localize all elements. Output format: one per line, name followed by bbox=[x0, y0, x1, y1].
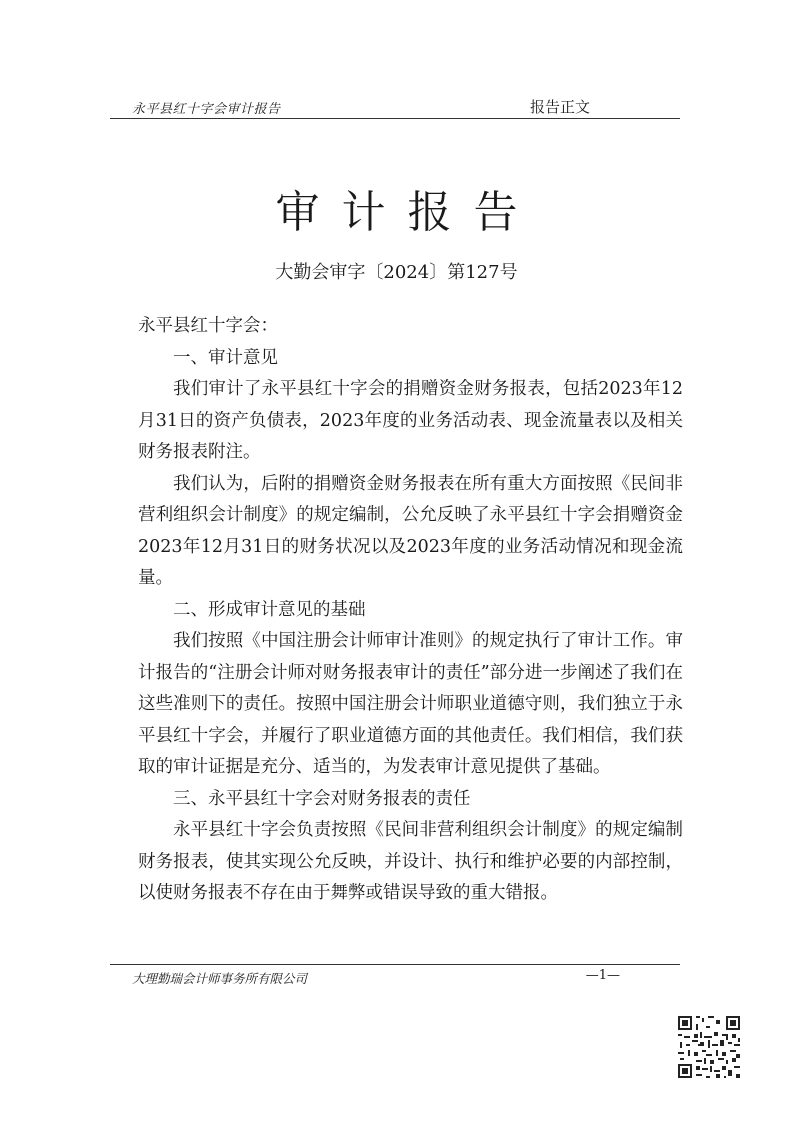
header-section-label: 报告正文 bbox=[529, 98, 590, 116]
section-heading: 三、永平县红十字会对财务报表的责任 bbox=[173, 788, 471, 809]
paragraph: 我们按照《中国注册会计师审计准则》的规定执行了审计工作。审计报告的“注册会计师对财务报表审计的责任”部分进一步阐述了我们在这些准则下的责任。按照中国注册会计师职业道德守则，我们独立于永平县红十字会，并履行了职业道德方面的其他责任。我们相信，我们获取的审计证据是充分、适当的，为发表审计意见提供了基础。 bbox=[138, 631, 683, 777]
section-heading: 二、形成审计意见的基础 bbox=[173, 599, 366, 620]
header-report-name: 永平县红十字会审计报告 bbox=[132, 102, 281, 117]
report-body bbox=[138, 311, 683, 910]
document-number: 大勤会审字〔2024〕第127号 bbox=[275, 262, 518, 283]
page-header bbox=[110, 96, 680, 119]
qr-code-icon bbox=[676, 1014, 742, 1080]
page-footer bbox=[110, 964, 680, 989]
paragraph: 永平县红十字会负责按照《民间非营利组织会计制度》的规定编制财务报表，使其实现公允反映，并设计、执行和维护必要的内部控制，以使财务报表不存在由于舞弊或错误导致的重大错报。 bbox=[138, 820, 683, 903]
paragraph: 我们审计了永平县红十字会的捐赠资金财务报表，包括2023年12月31日的资产负债表，2023年度的业务活动表、现金流量表以及相关财务报表附注。 bbox=[138, 379, 683, 462]
paragraph: 我们认为，后附的捐赠资金财务报表在所有重大方面按照《民间非营利组织会计制度》的规定编制，公允反映了永平县红十字会捐赠资金2023年12月31日的财务状况以及2023年度的业务活动情况和现金流量。 bbox=[138, 473, 683, 588]
section-heading: 一、审计意见 bbox=[173, 347, 278, 368]
footer-firm-name: 大理勤瑞会计师事务所有限公司 bbox=[132, 971, 308, 986]
document-title: 审计报告 bbox=[275, 187, 540, 238]
page-number: —1— bbox=[585, 968, 620, 983]
addressee: 永平县红十字会： bbox=[138, 316, 278, 336]
